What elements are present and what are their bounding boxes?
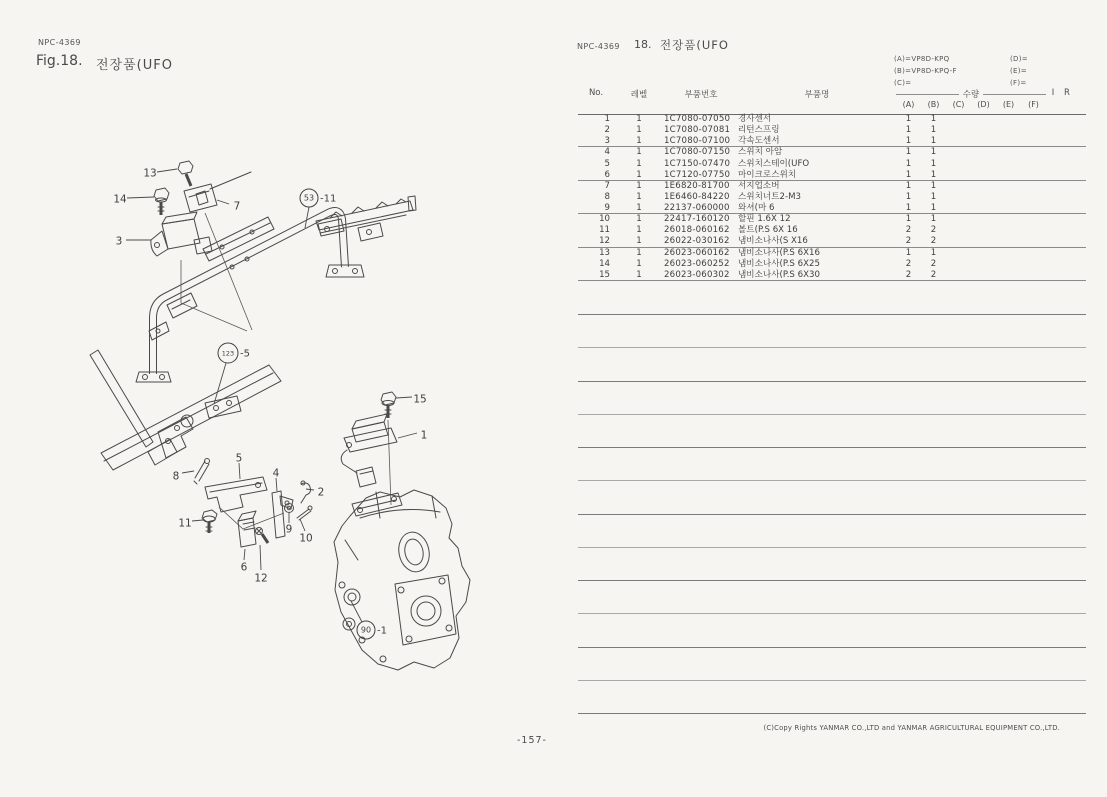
- qty-subcol-label: (E): [1002, 100, 1015, 109]
- table-cell: [946, 259, 971, 270]
- table-cell: [1060, 136, 1074, 147]
- table-cell: [1046, 181, 1060, 192]
- table-cell: 1: [930, 180, 937, 191]
- table-row: [578, 225, 1086, 236]
- table-cell: 1: [636, 180, 642, 191]
- callout-number: 3: [115, 235, 123, 248]
- model-key-left-column: [894, 53, 957, 89]
- table-cell: 2: [604, 125, 610, 136]
- table-cell: 1: [636, 258, 642, 269]
- table-cell: 2: [930, 236, 937, 247]
- table-cell: [1021, 192, 1046, 203]
- table-cell: 서지업소버: [738, 180, 780, 191]
- table-cell: 각속도센서: [738, 136, 780, 147]
- table-cell: 1: [905, 247, 912, 258]
- table-cell: 1E6820-81700: [664, 180, 730, 191]
- table-cell: 냄비소나사(P.S 6X30: [738, 269, 820, 280]
- table-cell: [996, 114, 1021, 125]
- table-cell: [1021, 236, 1046, 247]
- qty-subcol-label: (C): [952, 100, 965, 109]
- table-cell: 2: [905, 225, 912, 236]
- table-cell: [1021, 259, 1046, 270]
- table-cell: 1C7120-07750: [664, 169, 731, 180]
- ruled-line: [578, 480, 1086, 481]
- table-cell: 14: [599, 258, 610, 269]
- table-row: [578, 170, 1086, 181]
- callout-number: 5: [235, 452, 243, 465]
- table-cell: [1046, 259, 1060, 270]
- table-cell: 13: [599, 247, 610, 258]
- table-cell: [1046, 270, 1060, 281]
- table-cell: [1060, 225, 1074, 236]
- table-cell: [996, 125, 1021, 136]
- table-cell: 1C7080-07081: [664, 125, 731, 136]
- ruled-line: [578, 547, 1086, 548]
- table-cell: [1021, 225, 1046, 236]
- table-cell: 1C7080-07050: [664, 114, 731, 124]
- table-cell: 1: [930, 214, 937, 225]
- callout-number: 4: [272, 467, 280, 480]
- table-cell: [1060, 192, 1074, 203]
- table-cell: [996, 159, 1021, 170]
- ruled-line: [578, 680, 1086, 681]
- table-cell: 스위치 아암: [738, 147, 783, 158]
- table-cell: 1: [930, 169, 937, 180]
- table-cell: [946, 236, 971, 247]
- model-key-entry: (A)=VP8D-KPQ: [894, 55, 950, 63]
- ruled-line: [578, 713, 1086, 714]
- table-cell: 와셔(마 6: [738, 203, 775, 213]
- ruled-line: [578, 314, 1086, 315]
- model-key-entry: (C)=: [894, 79, 912, 87]
- callout-number: 13: [143, 167, 157, 180]
- table-cell: 4: [604, 147, 610, 158]
- table-cell: 볼트(P.S 6X 16: [738, 225, 798, 236]
- qty-dash-right: [983, 94, 1046, 95]
- middle-rail: [90, 350, 281, 470]
- table-cell: 11: [599, 225, 610, 236]
- col-part-no: 부품번호: [684, 90, 718, 100]
- table-row: [578, 181, 1086, 192]
- gearbox-housing: [334, 490, 470, 670]
- table-cell: 1: [930, 136, 937, 147]
- table-cell: [996, 214, 1021, 225]
- model-key-right-column: [1010, 53, 1028, 89]
- table-cell: [996, 259, 1021, 270]
- connector-box-part6: [238, 511, 256, 547]
- table-cell: [996, 203, 1021, 214]
- stay-bracket-part5: [205, 477, 284, 529]
- bolt-part11: [202, 510, 217, 533]
- callout-number: 11: [178, 517, 192, 530]
- table-cell: [971, 114, 996, 125]
- table-cell: 1: [905, 191, 912, 202]
- table-cell: [1046, 147, 1060, 158]
- ruled-line: [578, 647, 1086, 648]
- callout-number: 90: [360, 625, 372, 635]
- callout-number: 9: [285, 523, 293, 536]
- table-cell: 스위치스테이(UFO: [738, 158, 810, 169]
- doc-code-right: NPC-4369: [577, 42, 620, 51]
- table-cell: [1046, 225, 1060, 236]
- ruled-line: [578, 414, 1086, 415]
- table-row: [578, 147, 1086, 158]
- table-row: [578, 159, 1086, 170]
- table-cell: 1: [636, 247, 642, 258]
- table-cell: [1060, 114, 1074, 125]
- pin-part8: [194, 459, 210, 485]
- table-cell: 1: [930, 114, 937, 124]
- table-cell: 2: [905, 269, 912, 280]
- bolt-part14: [154, 188, 169, 215]
- table-cell: [996, 170, 1021, 181]
- table-cell: 26018-060162: [664, 225, 730, 236]
- table-cell: [1060, 214, 1074, 225]
- table-cell: [1021, 125, 1046, 136]
- model-key-entry: (F)=: [1010, 79, 1027, 87]
- callout-number: 14: [113, 193, 127, 206]
- table-cell: 1: [905, 125, 912, 136]
- table-cell: 7: [604, 180, 610, 191]
- table-cell: [1046, 114, 1060, 125]
- callout-suffix: -1: [377, 625, 387, 637]
- table-cell: [1021, 114, 1046, 125]
- table-cell: 1: [930, 147, 937, 158]
- table-cell: [996, 225, 1021, 236]
- table-cell: 할핀 1.6X 12: [738, 214, 791, 225]
- table-cell: [946, 170, 971, 181]
- table-cell: 1: [905, 203, 912, 213]
- cotter-pin-part10: [297, 506, 312, 520]
- bolt-part13: [178, 161, 193, 186]
- table-cell: [1046, 214, 1060, 225]
- table-cell: [971, 225, 996, 236]
- table-row: [578, 125, 1086, 136]
- table-cell: [1021, 181, 1046, 192]
- ruled-line: [578, 613, 1086, 614]
- col-i: I: [1051, 88, 1055, 98]
- table-cell: 1: [636, 136, 642, 147]
- col-r: R: [1064, 88, 1070, 98]
- table-cell: [971, 192, 996, 203]
- table-row: [578, 203, 1086, 214]
- model-key-entry: (B)=VP8D-KPQ-F: [894, 67, 957, 75]
- table-cell: [1060, 170, 1074, 181]
- table-cell: [1060, 181, 1074, 192]
- table-cell: [971, 125, 996, 136]
- table-cell: 1: [636, 236, 642, 247]
- table-cell: 1: [930, 125, 937, 136]
- table-cell: [971, 259, 996, 270]
- table-cell: [996, 192, 1021, 203]
- table-cell: 1: [905, 169, 912, 180]
- table-row: [578, 270, 1086, 281]
- table-cell: 1C7150-07470: [664, 158, 731, 169]
- table-cell: 1: [636, 214, 642, 225]
- table-cell: 1: [636, 158, 642, 169]
- table-row: [578, 114, 1086, 125]
- table-cell: [1021, 248, 1046, 259]
- table-cell: [1046, 236, 1060, 247]
- callout-number: 123: [221, 349, 235, 358]
- table-cell: [971, 147, 996, 158]
- model-key-entry: (E)=: [1010, 67, 1027, 75]
- table-row: [578, 259, 1086, 270]
- table-cell: [946, 181, 971, 192]
- table-cell: [1021, 270, 1046, 281]
- table-cell: 1: [636, 203, 642, 213]
- table-cell: [1060, 159, 1074, 170]
- table-cell: 1: [636, 225, 642, 236]
- table-cell: [946, 147, 971, 158]
- figure-title: 전장품(UFO: [96, 58, 173, 73]
- table-cell: 12: [599, 236, 610, 247]
- table-cell: [1046, 203, 1060, 214]
- table-cell: 1C7080-07100: [664, 136, 731, 147]
- table-cell: [971, 214, 996, 225]
- table-cell: [1060, 125, 1074, 136]
- callout-number: 8: [172, 470, 180, 483]
- micro-switch-part7: [184, 172, 252, 330]
- table-cell: 9: [604, 203, 610, 213]
- table-cell: [946, 225, 971, 236]
- table-cell: [1060, 248, 1074, 259]
- parts-table-header: [578, 86, 1086, 115]
- table-cell: 1: [930, 203, 937, 213]
- table-cell: 26022-030162: [664, 236, 730, 247]
- table-cell: 1: [930, 191, 937, 202]
- table-cell: 2: [930, 225, 937, 236]
- table-cell: [1021, 214, 1046, 225]
- table-cell: 1: [905, 180, 912, 191]
- callout-number: 15: [413, 393, 427, 406]
- figure-title-right: 전장품(UFO: [660, 38, 729, 52]
- table-cell: [1060, 236, 1074, 247]
- leader-lines: [126, 169, 417, 622]
- table-cell: [1021, 147, 1046, 158]
- table-cell: [996, 136, 1021, 147]
- table-row: [578, 248, 1086, 259]
- table-cell: 2: [905, 236, 912, 247]
- table-row: [578, 136, 1086, 147]
- table-cell: [946, 114, 971, 125]
- callout-number: 7: [233, 200, 241, 213]
- callout-suffix: -11: [320, 193, 337, 205]
- callout-number: 6: [240, 561, 248, 574]
- parts-table-rows: [578, 114, 1086, 281]
- table-cell: 10: [599, 214, 610, 225]
- table-cell: 26023-060162: [664, 247, 730, 258]
- callout-suffix: -5: [240, 348, 250, 360]
- sensor-part1: [341, 414, 397, 487]
- qty-subcol-label: (B): [927, 100, 940, 109]
- table-cell: 1: [636, 147, 642, 158]
- table-cell: [971, 136, 996, 147]
- table-cell: 1: [636, 114, 642, 124]
- table-cell: 8: [604, 191, 610, 202]
- ruled-line: [578, 580, 1086, 581]
- callout-number: 1: [420, 429, 428, 442]
- table-cell: 26023-060302: [664, 269, 730, 280]
- col-qty: 수량: [896, 88, 1046, 100]
- bolt-part15: [381, 392, 396, 505]
- table-cell: 리턴스프링: [738, 125, 780, 136]
- table-cell: [996, 270, 1021, 281]
- spring-clip-part2: [301, 481, 311, 503]
- table-cell: [971, 181, 996, 192]
- col-no: No.: [588, 88, 604, 98]
- page-number: -157-: [517, 735, 547, 746]
- upper-frame-tube: [136, 211, 364, 382]
- exploded-parts-diagram: [0, 0, 520, 720]
- table-cell: [1046, 159, 1060, 170]
- table-cell: 1: [636, 191, 642, 202]
- table-cell: 2: [930, 269, 937, 280]
- table-cell: 22137-060000: [664, 203, 730, 213]
- table-cell: [971, 248, 996, 259]
- table-cell: [1060, 147, 1074, 158]
- callout-number: 2: [317, 486, 325, 499]
- qty-subcol-label: (F): [1028, 100, 1039, 109]
- table-cell: [1060, 270, 1074, 281]
- table-cell: [1046, 248, 1060, 259]
- table-cell: [946, 203, 971, 214]
- table-cell: 1: [636, 269, 642, 280]
- table-cell: 1: [636, 125, 642, 136]
- table-cell: 26023-060252: [664, 258, 730, 269]
- ruled-line: [578, 347, 1086, 348]
- table-cell: [1060, 203, 1074, 214]
- callout-number: 53: [303, 193, 315, 203]
- table-cell: 경사센서: [738, 114, 772, 124]
- figure-number-right: 18.: [634, 38, 652, 51]
- table-cell: [946, 159, 971, 170]
- table-cell: [971, 270, 996, 281]
- table-cell: 1: [930, 158, 937, 169]
- qty-subcol-label: (D): [977, 100, 990, 109]
- table-cell: [1021, 159, 1046, 170]
- callout-number: 12: [254, 572, 268, 585]
- table-cell: 스위치너트2-M3: [738, 191, 801, 202]
- table-cell: 1: [905, 114, 912, 124]
- table-cell: [1046, 136, 1060, 147]
- ruled-line: [578, 514, 1086, 515]
- table-cell: 5: [604, 158, 610, 169]
- qty-subcol-label: (A): [902, 100, 915, 109]
- table-cell: [946, 248, 971, 259]
- table-row: [578, 236, 1086, 247]
- table-cell: 2: [905, 258, 912, 269]
- table-cell: 1: [930, 247, 937, 258]
- table-cell: [971, 203, 996, 214]
- table-cell: [1046, 192, 1060, 203]
- table-cell: [946, 125, 971, 136]
- table-cell: [996, 181, 1021, 192]
- table-cell: [996, 248, 1021, 259]
- table-cell: 1C7080-07150: [664, 147, 731, 158]
- col-level: 레벨: [630, 90, 648, 100]
- table-cell: 마이크로스위치: [738, 169, 797, 180]
- table-cell: [996, 236, 1021, 247]
- table-row: [578, 214, 1086, 225]
- figure-label: Fig.18.: [36, 53, 83, 69]
- table-cell: [1046, 170, 1060, 181]
- table-row: [578, 192, 1086, 203]
- ruled-line: [578, 447, 1086, 448]
- table-cell: 1: [636, 169, 642, 180]
- qty-subcolumns: [896, 100, 1046, 109]
- qty-dash-left: [896, 94, 959, 95]
- callout-number: 10: [299, 532, 313, 545]
- table-cell: 15: [599, 269, 610, 280]
- table-cell: 6: [604, 169, 610, 180]
- table-cell: [1046, 125, 1060, 136]
- ruled-line: [578, 381, 1086, 382]
- col-part-name: 부품명: [804, 90, 830, 100]
- table-cell: 22417-160120: [664, 214, 730, 225]
- table-cell: 냄비소나사(S X16: [738, 236, 808, 247]
- table-cell: [971, 159, 996, 170]
- table-cell: [946, 214, 971, 225]
- table-cell: [996, 147, 1021, 158]
- table-cell: 2: [930, 258, 937, 269]
- table-cell: 1: [905, 158, 912, 169]
- table-cell: [946, 270, 971, 281]
- table-cell: [971, 170, 996, 181]
- model-key-entry: (D)=: [1010, 55, 1028, 63]
- table-cell: 1: [905, 147, 912, 158]
- table-cell: [1021, 203, 1046, 214]
- table-cell: 1: [905, 214, 912, 225]
- table-cell: [946, 136, 971, 147]
- table-cell: [946, 192, 971, 203]
- table-cell: 1: [604, 114, 610, 124]
- table-cell: [1060, 259, 1074, 270]
- table-cell: [971, 236, 996, 247]
- screw-part12: [256, 528, 269, 544]
- table-cell: 3: [604, 136, 610, 147]
- table-cell: 냄비소나사(P.S 6X25: [738, 258, 820, 269]
- table-cell: 1: [905, 136, 912, 147]
- table-cell: [1021, 170, 1046, 181]
- sensor-part3: [151, 212, 247, 331]
- table-cell: 냄비소나사(P.S 6X16: [738, 247, 820, 258]
- table-cell: 1E6460-84220: [664, 191, 730, 202]
- table-cell: [1021, 136, 1046, 147]
- copyright-text: (C)Copy Rights YANMAR CO.,LTD and YANMAR AGRICULTURAL EQUIPMENT CO.,LTD.: [763, 724, 1060, 732]
- doc-code-left: NPC-4369: [38, 38, 81, 47]
